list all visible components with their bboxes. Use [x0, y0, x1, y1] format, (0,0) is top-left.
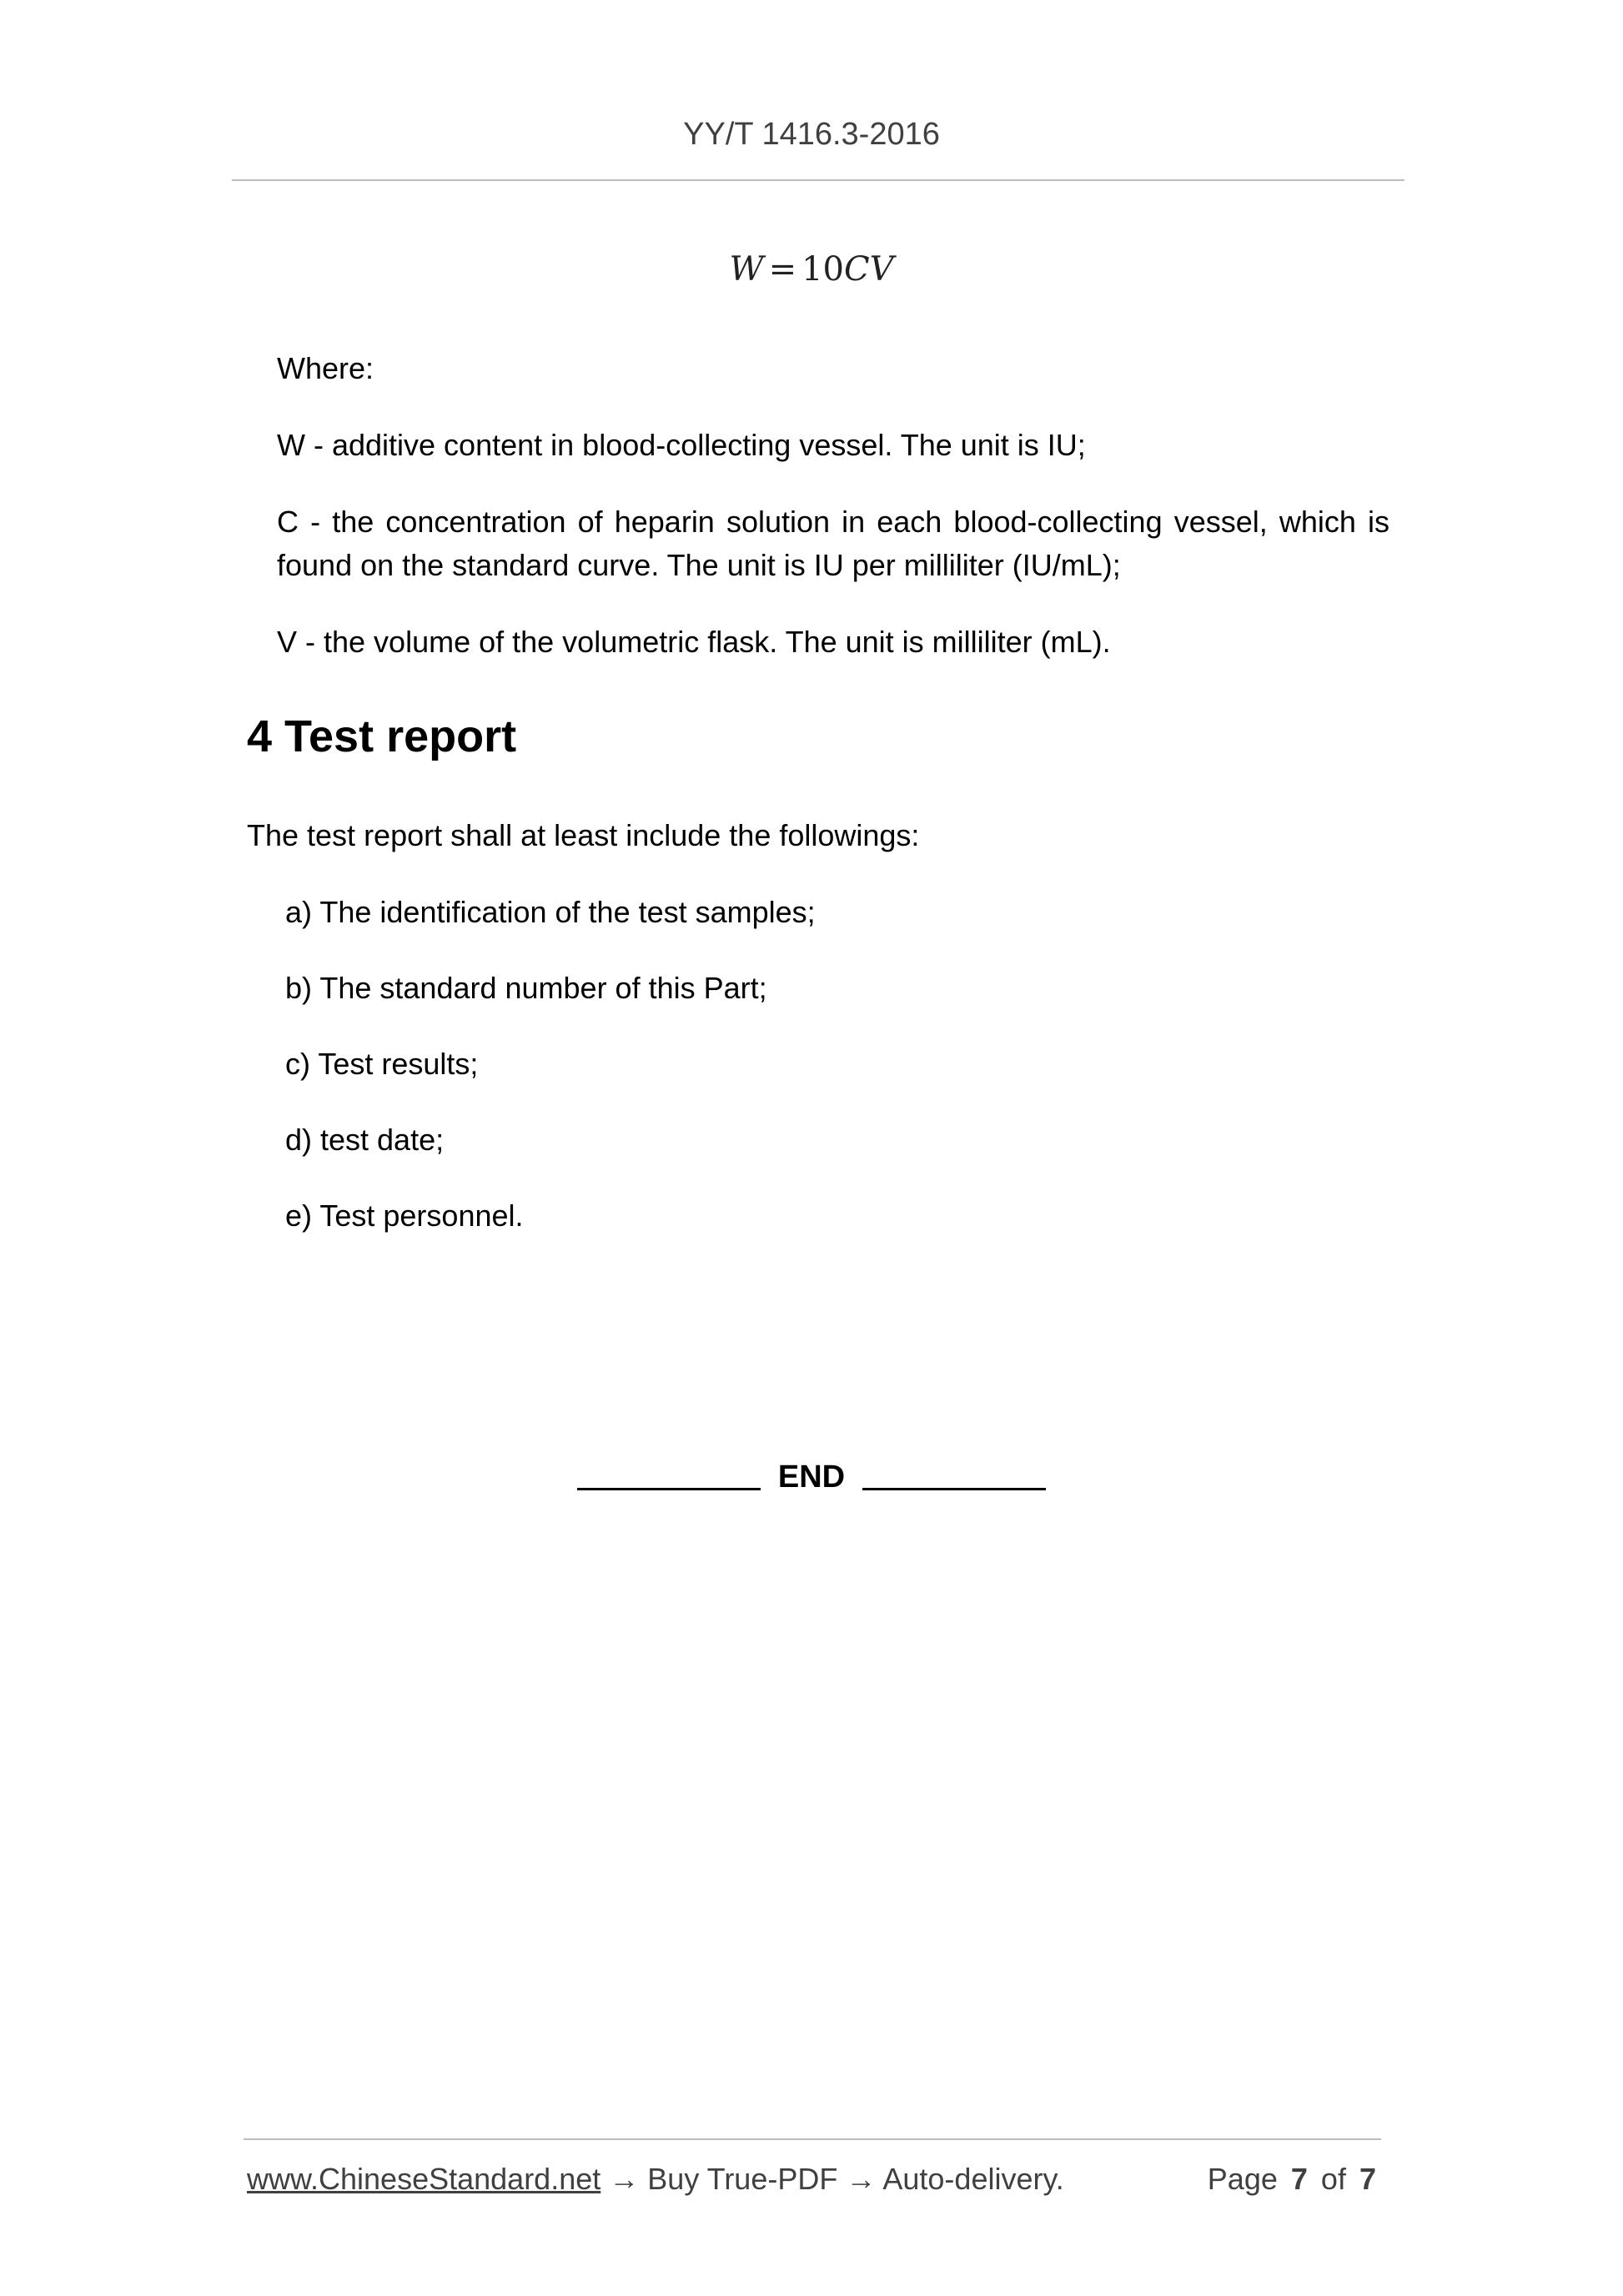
header-divider [232, 179, 1404, 181]
delivery-text: Auto-delivery. [882, 2162, 1064, 2196]
footer-links [247, 2162, 1064, 2197]
buy-text: Buy True-PDF [647, 2162, 838, 2196]
definition-c: C - the concentration of heparin solution in each blood-collecting vessel, which is found on the standard curve. The unit is IU per milliliter (IU/mL); [277, 505, 1389, 582]
list-item: d) test date; [285, 1123, 445, 1157]
end-label: END [777, 1459, 846, 1495]
list-item: e) Test personnel. [285, 1198, 524, 1233]
formula-lhs: W [729, 250, 764, 289]
footer-divider [244, 2138, 1381, 2140]
end-marker [0, 1459, 1623, 1495]
arrow-icon: → [609, 2162, 640, 2196]
list-item: c) Test results; [285, 1047, 479, 1081]
page-label: Page [1207, 2162, 1278, 2196]
end-rule-right [862, 1488, 1046, 1490]
formula-equals: = [768, 250, 797, 289]
formula-rhs: CV [844, 250, 894, 289]
where-label: Where: [277, 351, 374, 385]
page-number [1208, 2162, 1381, 2197]
list-item: b) The standard number of this Part; [285, 971, 767, 1005]
page-header-title: YY/T 1416.3-2016 [683, 117, 940, 152]
page-total: 7 [1359, 2162, 1376, 2196]
page-current: 7 [1290, 2162, 1308, 2196]
definition-v: V - the volume of the volumetric flask. The unit is milliliter (mL). [277, 625, 1111, 659]
arrow-icon: → [846, 2162, 877, 2196]
section-heading: 4 Test report [247, 711, 517, 761]
formula-coef: 10 [801, 250, 845, 289]
formula [0, 250, 1623, 289]
list-item: a) The identification of the test samples; [285, 895, 816, 929]
of-label: of [1320, 2162, 1346, 2196]
section-intro: The test report shall at least include the followings: [247, 818, 920, 852]
website-link[interactable]: www.ChineseStandard.net [247, 2162, 601, 2196]
end-rule-left [577, 1488, 761, 1490]
definition-w: W - additive content in blood-collecting vessel. The unit is IU; [277, 428, 1086, 462]
